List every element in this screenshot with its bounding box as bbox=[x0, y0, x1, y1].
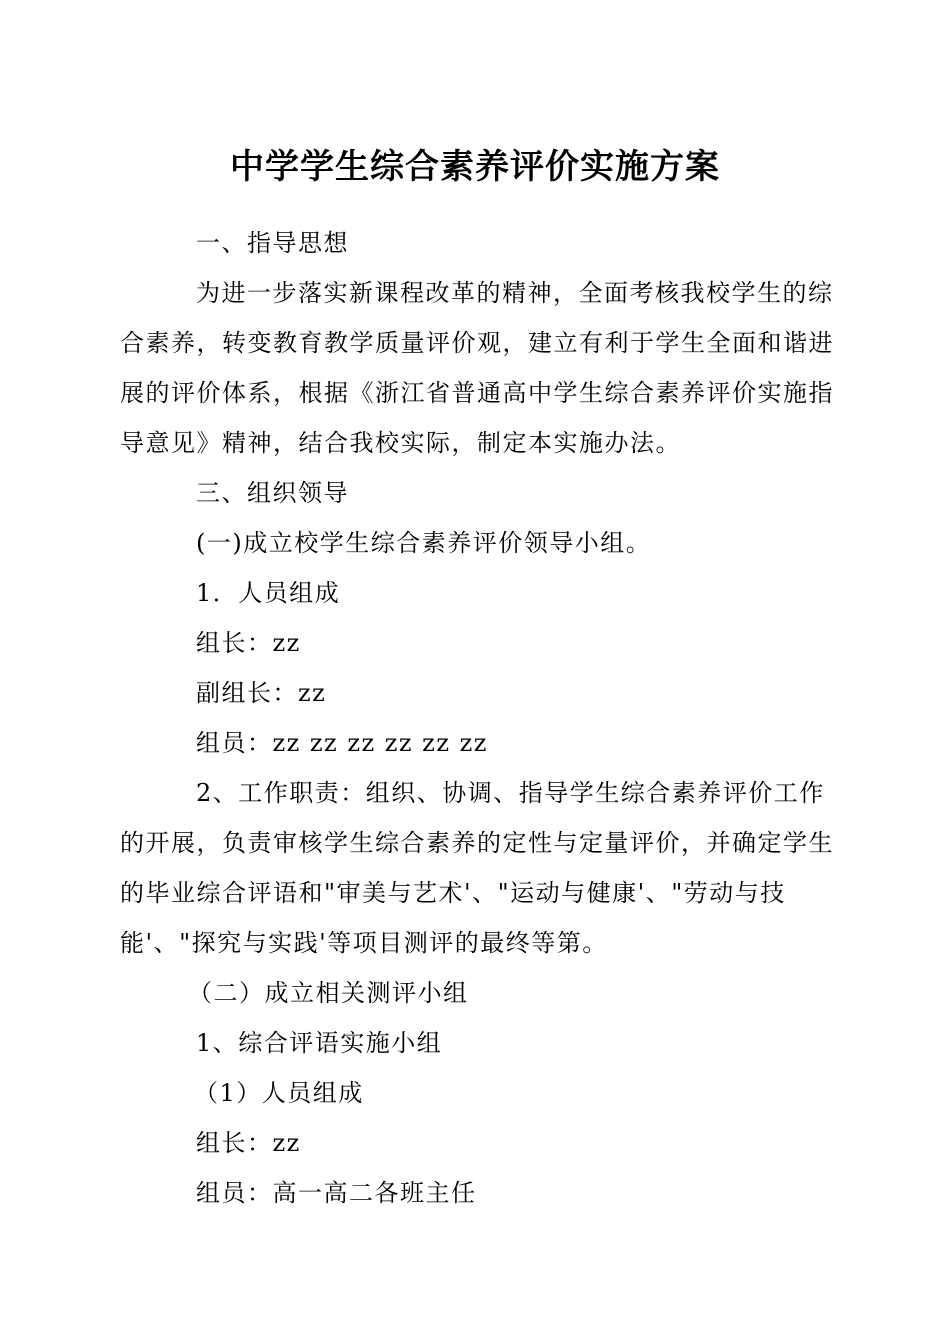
paragraph-line: 为进一步落实新课程改革的精神，全面考核我校学生的综 bbox=[196, 279, 834, 307]
section-heading-guiding-ideology: 一、指导思想 bbox=[196, 229, 349, 257]
section-heading-organization: 三、组织领导 bbox=[196, 479, 349, 507]
paragraph-line: 导意见》精神，结合我校实际，制定本实施办法。 bbox=[120, 429, 681, 457]
paragraph-line: 展的评价体系，根据《浙江省普通高中学生综合素养评价实施指 bbox=[120, 379, 834, 407]
list-item: 1、综合评语实施小组 bbox=[196, 1029, 443, 1057]
paragraph-line: 的毕业综合评语和"审美与艺术'、"运动与健康'、"劳动与技 bbox=[120, 879, 786, 907]
list-item: 组员：高一高二各班主任 bbox=[196, 1179, 477, 1207]
list-item: 组长：zz bbox=[196, 629, 301, 657]
subsection-heading: (一)成立校学生综合素养评价领导小组。 bbox=[196, 529, 652, 557]
paragraph-line: 2、工作职责：组织、协调、指导学生综合素养评价工作 bbox=[196, 779, 825, 807]
list-item: 1．人员组成 bbox=[196, 579, 341, 607]
list-item: 组长：zz bbox=[196, 1129, 301, 1157]
paragraph-line: 的开展，负责审核学生综合素养的定性与定量评价，并确定学生 bbox=[120, 829, 834, 857]
list-item: 组员：zz zz zz zz zz zz bbox=[196, 729, 488, 757]
paragraph-line: 合素养，转变教育教学质量评价观，建立有利于学生全面和谐进 bbox=[120, 329, 834, 357]
subsection-heading: （二）成立相关测评小组 bbox=[188, 979, 469, 1007]
paragraph-line: 能'、"探究与实践'等项目测评的最终等第。 bbox=[120, 929, 608, 957]
document-title: 中学学生综合素养评价实施方案 bbox=[230, 147, 720, 187]
list-item: 副组长：zz bbox=[196, 679, 327, 707]
list-item: （1）人员组成 bbox=[194, 1079, 364, 1107]
